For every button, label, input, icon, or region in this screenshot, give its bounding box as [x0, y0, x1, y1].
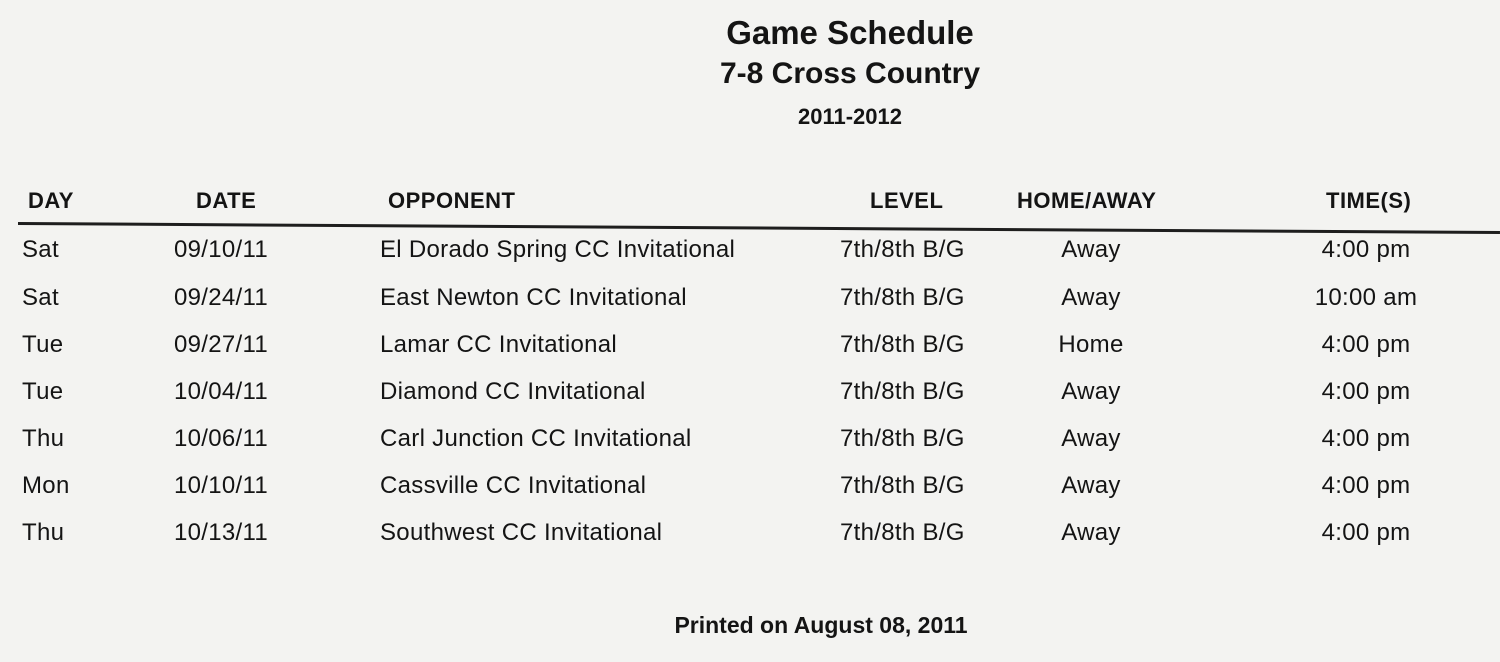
date-cell: 09/10/11	[174, 236, 269, 263]
date-cell: 10/04/11	[174, 378, 269, 405]
home-away-cell: Away	[1061, 425, 1121, 452]
home-away-cell: Away	[1061, 472, 1121, 499]
opponent-cell: El Dorado Spring CC Invitational	[380, 236, 736, 263]
level-cell: 7th/8th B/G	[840, 236, 965, 263]
date-cell: 09/24/11	[174, 284, 269, 311]
time-cell: 4:00 pm	[1321, 472, 1411, 499]
header-divider	[18, 222, 1500, 234]
date-cell: 09/27/11	[174, 331, 269, 358]
day-cell: Thu	[22, 425, 65, 452]
column-header-times: TIME(S)	[1326, 188, 1412, 213]
day-cell: Thu	[22, 519, 65, 546]
home-away-cell: Away	[1061, 378, 1121, 405]
page-subtitle: 7-8 Cross Country	[719, 57, 981, 90]
opponent-cell: East Newton CC Invitational	[380, 284, 687, 311]
level-cell: 7th/8th B/G	[840, 519, 965, 546]
column-header-home-away: HOME/AWAY	[1017, 188, 1157, 213]
home-away-cell: Away	[1061, 519, 1121, 546]
day-cell: Sat	[22, 284, 59, 311]
level-cell: 7th/8th B/G	[840, 425, 965, 452]
level-cell: 7th/8th B/G	[840, 472, 965, 499]
home-away-cell: Away	[1061, 236, 1121, 263]
column-header-date: DATE	[196, 188, 257, 213]
column-header-day: DAY	[28, 188, 74, 213]
home-away-cell: Home	[1058, 331, 1124, 358]
day-cell: Sat	[22, 236, 59, 263]
opponent-cell: Carl Junction CC Invitational	[380, 425, 692, 452]
opponent-cell: Diamond CC Invitational	[380, 378, 646, 405]
date-cell: 10/10/11	[174, 472, 269, 499]
day-cell: Tue	[22, 331, 64, 358]
level-cell: 7th/8th B/G	[840, 378, 965, 405]
time-cell: 4:00 pm	[1321, 378, 1411, 405]
day-cell: Tue	[22, 378, 64, 405]
home-away-cell: Away	[1061, 284, 1121, 311]
opponent-cell: Lamar CC Invitational	[380, 331, 618, 358]
print-date-footer: Printed on August 08, 2011	[674, 612, 968, 638]
opponent-cell: Southwest CC Invitational	[380, 519, 663, 546]
column-header-level: LEVEL	[870, 188, 944, 213]
level-cell: 7th/8th B/G	[840, 284, 965, 311]
time-cell: 4:00 pm	[1321, 425, 1411, 452]
time-cell: 10:00 am	[1314, 284, 1418, 311]
time-cell: 4:00 pm	[1321, 331, 1411, 358]
page-title: Game Schedule	[726, 14, 974, 51]
column-header-opponent: OPPONENT	[388, 188, 516, 213]
time-cell: 4:00 pm	[1321, 236, 1411, 263]
date-cell: 10/06/11	[174, 425, 269, 452]
level-cell: 7th/8th B/G	[840, 331, 965, 358]
season-label: 2011-2012	[798, 104, 902, 129]
day-cell: Mon	[22, 472, 70, 499]
opponent-cell: Cassville CC Invitational	[380, 472, 647, 499]
date-cell: 10/13/11	[174, 519, 269, 546]
time-cell: 4:00 pm	[1321, 519, 1411, 546]
